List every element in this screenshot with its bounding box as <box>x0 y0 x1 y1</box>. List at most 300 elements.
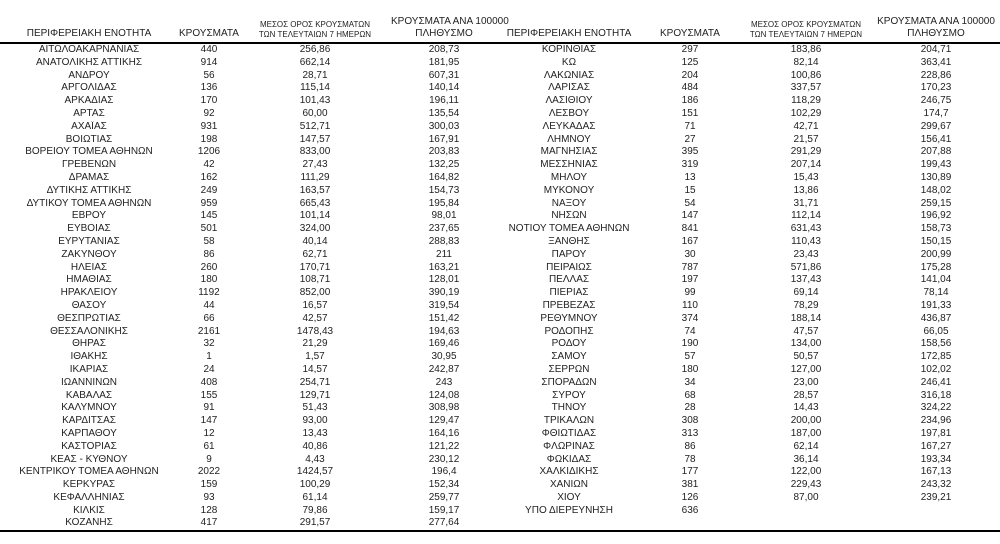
right-avg7-cell: 137,43 <box>790 274 822 286</box>
right-cases-cell: 147 <box>681 210 699 222</box>
left-avg7-cell: 129,71 <box>299 389 331 401</box>
left-region-cell: ΘΕΣΠΡΩΤΙΑΣ <box>57 312 121 324</box>
header-avg7-left-line1: ΜΕΣΟΣ ΟΡΟΣ ΚΡΟΥΣΜΑΤΩΝ <box>259 20 371 29</box>
left-cases-cell: 198 <box>200 133 218 145</box>
left-avg7-cell: 512,71 <box>299 120 331 132</box>
table-row <box>0 134 1000 147</box>
left-per100k-cell: 164,16 <box>428 427 460 439</box>
right-cases-cell: 99 <box>684 287 696 299</box>
right-per100k-cell: 200,99 <box>920 248 952 260</box>
left-per100k-cell: 128,01 <box>428 274 460 286</box>
right-avg7-cell: 207,14 <box>790 159 822 171</box>
right-per100k-cell: 156,41 <box>920 133 952 145</box>
left-per100k-cell: 288,83 <box>428 235 460 247</box>
right-avg7-cell: 42,71 <box>793 120 819 132</box>
left-avg7-cell: 13,43 <box>302 427 328 439</box>
left-region-cell: ΚΑΒΑΛΑΣ <box>65 389 113 401</box>
right-per100k-cell: 228,86 <box>920 69 952 81</box>
left-avg7-cell: 163,57 <box>299 184 331 196</box>
left-avg7-cell: 833,00 <box>299 146 331 158</box>
table-row <box>0 146 1000 159</box>
left-region-cell: ΘΕΣΣΑΛΟΝΙΚΗΣ <box>50 325 128 337</box>
header-per100k-right-line2: ΠΛΗΘΥΣΜΟ <box>907 27 965 39</box>
right-per100k-cell: 363,41 <box>920 56 952 68</box>
right-region-cell: ΜΑΓΝΗΣΙΑΣ <box>540 146 598 158</box>
left-cases-cell: 180 <box>200 274 218 286</box>
table-row <box>0 313 1000 326</box>
table-row <box>0 172 1000 185</box>
left-avg7-cell: 101,43 <box>299 95 331 107</box>
left-region-cell: ΑΡΓΟΛΙΔΑΣ <box>61 82 117 94</box>
right-region-cell: ΛΗΜΝΟΥ <box>547 133 591 145</box>
right-avg7-cell: 118,29 <box>791 95 821 107</box>
left-cases-cell: 1 <box>206 351 212 363</box>
right-region-cell <box>498 517 640 531</box>
left-per100k-cell: 124,08 <box>428 389 460 401</box>
right-cases-cell: 28 <box>684 402 696 414</box>
table-body <box>0 43 1000 531</box>
table-row <box>0 43 1000 57</box>
table-row <box>0 95 1000 108</box>
left-region-cell: ΚΕΦΑΛΛΗΝΙΑΣ <box>53 491 125 503</box>
right-avg7-cell: 571,86 <box>790 261 822 273</box>
left-avg7-cell: 79,86 <box>302 504 328 516</box>
right-avg7-cell: 15,43 <box>793 171 819 183</box>
right-avg7-cell: 122,00 <box>790 466 822 478</box>
right-cases-cell: 787 <box>681 261 699 273</box>
left-cases-cell: 86 <box>203 248 215 260</box>
table-row <box>0 198 1000 211</box>
right-avg7-cell: 134,00 <box>790 338 822 350</box>
right-avg7-cell: 112,14 <box>791 210 821 222</box>
left-cases-cell: 2022 <box>197 466 221 478</box>
table-row <box>0 82 1000 95</box>
right-cases-cell: 110 <box>682 299 698 311</box>
left-region-cell: ΕΥΡΥΤΑΝΙΑΣ <box>58 235 120 247</box>
right-avg7-cell: 100,86 <box>790 69 822 81</box>
right-cases-cell: 74 <box>684 325 696 337</box>
right-per100k-cell: 78,14 <box>923 287 949 299</box>
left-region-cell: ΚΙΛΚΙΣ <box>73 504 105 516</box>
left-region-cell: ΙΘΑΚΗΣ <box>70 351 108 363</box>
left-avg7-cell: 101,14 <box>299 210 331 222</box>
right-region-cell: ΜΗΛΟΥ <box>550 171 588 183</box>
left-per100k-cell: 211 <box>436 248 452 260</box>
right-avg7-cell <box>740 505 872 518</box>
right-region-cell: ΝΑΞΟΥ <box>551 197 587 209</box>
left-region-cell: ΙΚΑΡΙΑΣ <box>69 363 109 375</box>
right-region-cell: ΛΑΚΩΝΙΑΣ <box>543 69 595 81</box>
table-row <box>0 121 1000 134</box>
right-avg7-cell: 102,29 <box>790 107 822 119</box>
right-per100k-cell <box>872 517 1000 531</box>
header-cases-right: ΚΡΟΥΣΜΑΤΑ <box>640 16 740 43</box>
left-region-cell: ΘΗΡΑΣ <box>72 338 106 350</box>
left-avg7-cell: 93,00 <box>302 415 328 427</box>
right-per100k-cell: 246,41 <box>920 376 952 388</box>
left-region-cell: ΑΝΑΤΟΛΙΚΗΣ ΑΤΤΙΚΗΣ <box>35 56 143 68</box>
right-avg7-cell: 188,14 <box>790 312 822 324</box>
table-row <box>0 57 1000 70</box>
left-cases-cell: 128 <box>200 504 218 516</box>
left-region-cell: ΚΟΖΑΝΗΣ <box>0 517 178 531</box>
left-per100k-cell: 243 <box>435 376 453 388</box>
table-row <box>0 479 1000 492</box>
right-region-cell: ΛΕΣΒΟΥ <box>548 107 590 119</box>
left-per100k-cell: 163,21 <box>428 261 460 273</box>
right-avg7-cell: 87,00 <box>793 491 819 503</box>
right-per100k-cell: 150,15 <box>920 235 952 247</box>
table-row <box>0 454 1000 467</box>
left-avg7-cell: 111,29 <box>300 171 330 183</box>
right-per100k-cell: 204,71 <box>920 44 952 55</box>
left-cases-cell: 145 <box>200 210 218 222</box>
left-per100k-cell: 132,25 <box>428 159 460 171</box>
left-region-cell: ΑΧΑΪΑΣ <box>71 120 107 132</box>
left-region-cell: ΗΜΑΘΙΑΣ <box>66 274 112 286</box>
left-per100k-cell: 203,83 <box>428 146 460 158</box>
right-per100k-cell: 246,75 <box>920 95 952 107</box>
right-per100k-cell: 199,43 <box>920 159 952 171</box>
left-cases-cell: 249 <box>200 184 218 196</box>
left-region-cell: ΑΝΔΡΟΥ <box>68 69 110 81</box>
right-cases-cell: 197 <box>681 274 699 286</box>
left-cases-cell: 44 <box>203 299 215 311</box>
right-avg7-cell: 21,57 <box>793 133 819 145</box>
right-per100k-cell: 148,02 <box>920 184 952 196</box>
left-avg7-cell: 147,57 <box>299 133 331 145</box>
regional-cases-table <box>0 16 1000 532</box>
right-per100k-cell: 130,89 <box>920 171 952 183</box>
left-avg7-cell: 14,57 <box>302 363 328 375</box>
right-avg7-cell: 78,29 <box>793 299 819 311</box>
left-region-cell: ΚΕΑΣ - ΚΥΘΝΟΥ <box>50 453 128 465</box>
left-cases-cell: 501 <box>200 223 218 235</box>
right-cases-cell: 86 <box>684 440 696 452</box>
left-avg7-cell: 21,29 <box>302 338 328 350</box>
table-row <box>0 364 1000 377</box>
left-per100k-cell: 194,63 <box>428 325 460 337</box>
right-cases-cell: 190 <box>681 338 699 350</box>
left-region-cell: ΑΡΤΑΣ <box>73 107 105 119</box>
table-row <box>0 287 1000 300</box>
right-per100k-cell: 141,04 <box>920 274 952 286</box>
right-cases-cell: 180 <box>681 363 699 375</box>
right-region-cell: ΚΟΡΙΝΘΙΑΣ <box>541 44 597 55</box>
left-cases-cell: 440 <box>200 44 218 55</box>
left-region-cell: ΙΩΑΝΝΙΝΩΝ <box>60 376 118 388</box>
right-per100k-cell: 167,13 <box>920 466 952 478</box>
right-cases-cell: 125 <box>681 56 699 68</box>
right-region-cell: ΠΙΕΡΙΑΣ <box>549 287 589 299</box>
right-region-cell: ΚΩ <box>561 56 577 68</box>
right-region-cell: ΧΑΛΚΙΔΙΚΗΣ <box>539 466 599 478</box>
right-avg7-cell: 82,14 <box>793 56 819 68</box>
right-cases-cell: 71 <box>684 120 696 132</box>
left-avg7-cell: 1,57 <box>305 351 325 363</box>
right-cases-cell: 15 <box>684 184 696 196</box>
left-region-cell: ΖΑΚΥΝΘΟΥ <box>61 248 117 260</box>
right-avg7-cell: 183,86 <box>790 44 822 55</box>
table-row <box>0 300 1000 313</box>
right-per100k-cell: 158,56 <box>920 338 952 350</box>
left-per100k-cell: 242,87 <box>428 363 460 375</box>
table-row <box>0 428 1000 441</box>
right-avg7-cell: 291,29 <box>790 146 822 158</box>
left-cases-cell: 24 <box>203 363 215 375</box>
right-per100k-cell: 193,34 <box>920 453 952 465</box>
right-per100k-cell: 174,7 <box>923 107 949 119</box>
right-per100k-cell: 197,81 <box>920 427 952 439</box>
table-row <box>0 274 1000 287</box>
right-per100k-cell: 299,67 <box>920 120 952 132</box>
right-region-cell: ΛΕΥΚΑΔΑΣ <box>542 120 596 132</box>
table-row <box>0 441 1000 454</box>
left-per100k-cell: 319,54 <box>428 299 460 311</box>
left-avg7-cell: 324,00 <box>299 223 331 235</box>
left-per100k-cell: 607,31 <box>428 69 460 81</box>
right-cases-cell: 126 <box>681 491 699 503</box>
right-region-cell: ΧΑΝΙΩΝ <box>549 479 589 491</box>
right-cases-cell: 68 <box>684 389 696 401</box>
left-per100k-cell: 196,4 <box>431 466 457 478</box>
table-row <box>0 466 1000 479</box>
left-cases-cell: 91 <box>203 402 215 414</box>
table-row <box>0 415 1000 428</box>
left-avg7-cell: 40,86 <box>302 440 328 452</box>
table-row <box>0 390 1000 403</box>
table-row <box>0 262 1000 275</box>
left-per100k-cell: 195,84 <box>428 197 460 209</box>
left-avg7-cell: 115,14 <box>300 82 330 94</box>
right-region-cell: ΠΡΕΒΕΖΑΣ <box>542 299 596 311</box>
right-avg7-cell: 50,57 <box>793 351 819 363</box>
right-avg7-cell: 229,43 <box>790 479 822 491</box>
right-region-cell: ΣΥΡΟΥ <box>552 389 586 401</box>
left-per100k-cell: 237,65 <box>428 223 460 235</box>
right-region-cell: ΦΩΚΙΔΑΣ <box>546 453 592 465</box>
left-cases-cell: 931 <box>200 120 218 132</box>
header-per100k-left-line1: ΚΡΟΥΣΜΑΤΑ ΑΝΑ 100000 <box>391 16 509 27</box>
left-avg7-cell: 170,71 <box>299 261 331 273</box>
left-per100k-cell: 167,91 <box>428 133 460 145</box>
left-cases-cell: 1192 <box>198 287 220 299</box>
right-region-cell: ΤΗΝΟΥ <box>551 402 587 414</box>
left-avg7-cell: 27,43 <box>302 159 328 171</box>
right-cases-cell: 167 <box>681 235 699 247</box>
left-per100k-cell: 196,11 <box>429 95 459 107</box>
left-cases-cell: 2161 <box>197 325 221 337</box>
left-region-cell: ΕΥΒΟΙΑΣ <box>67 223 111 235</box>
right-avg7-cell: 47,57 <box>793 325 819 337</box>
left-per100k-cell: 164,82 <box>428 171 460 183</box>
right-per100k-cell: 207,88 <box>920 146 952 158</box>
left-avg7-cell: 4,43 <box>305 453 325 465</box>
right-region-cell: ΝΗΣΩΝ <box>551 210 587 222</box>
right-cases-cell: 186 <box>681 95 699 107</box>
left-region-cell: ΓΡΕΒΕΝΩΝ <box>61 159 117 171</box>
left-per100k-cell: 300,03 <box>428 120 460 132</box>
right-cases-cell: 395 <box>681 146 699 158</box>
left-cases-cell: 12 <box>203 427 215 439</box>
right-avg7-cell: 631,43 <box>790 223 822 235</box>
header-avg7-left <box>240 16 390 43</box>
right-region-cell: ΣΑΜΟΥ <box>551 351 587 363</box>
right-region-cell: ΥΠΟ ΔΙΕΡΕΥΝΗΣΗ <box>525 504 613 516</box>
left-region-cell: ΑΡΚΑΔΙΑΣ <box>64 95 114 107</box>
right-cases-cell: 297 <box>681 44 699 55</box>
right-per100k-cell: 66,05 <box>923 325 949 337</box>
right-region-cell: ΡΕΘΥΜΝΟΥ <box>540 312 598 324</box>
header-per100k-right <box>872 16 1000 43</box>
right-cases-cell: 78 <box>684 453 696 465</box>
left-avg7-cell: 42,57 <box>302 312 328 324</box>
table-header <box>0 16 1000 43</box>
right-avg7-cell: 337,57 <box>790 82 822 94</box>
right-per100k-cell: 234,96 <box>920 415 952 427</box>
left-region-cell: ΑΙΤΩΛΟΑΚΑΡΝΑΝΙΑΣ <box>38 44 140 55</box>
left-per100k-cell: 230,12 <box>428 453 460 465</box>
right-region-cell: ΛΑΡΙΣΑΣ <box>548 82 590 94</box>
right-cases-cell: 204 <box>681 69 699 81</box>
right-avg7-cell: 31,71 <box>793 197 819 209</box>
left-cases-cell: 155 <box>200 389 218 401</box>
header-region-left: ΠΕΡΙΦΕΡΕΙΑΚΗ ΕΝΟΤΗΤΑ <box>0 16 178 43</box>
right-per100k-cell: 196,92 <box>920 210 952 222</box>
left-per100k-cell: 208,73 <box>428 44 460 55</box>
left-cases-cell: 914 <box>200 56 218 68</box>
left-cases-cell: 93 <box>203 491 215 503</box>
right-per100k-cell: 239,21 <box>920 491 952 503</box>
right-region-cell: ΝΟΤΙΟΥ ΤΟΜΕΑ ΑΘΗΝΩΝ <box>508 223 630 235</box>
right-region-cell: ΛΑΣΙΘΙΟΥ <box>545 95 593 107</box>
right-per100k-cell: 158,73 <box>920 223 952 235</box>
right-per100k-cell: 172,85 <box>920 351 952 363</box>
right-region-cell: ΤΡΙΚΑΛΩΝ <box>543 415 595 427</box>
left-cases-cell: 417 <box>178 517 240 531</box>
header-region-right: ΠΕΡΙΦΕΡΕΙΑΚΗ ΕΝΟΤΗΤΑ <box>498 16 640 43</box>
left-per100k-cell: 154,73 <box>428 184 460 196</box>
left-avg7-cell: 62,71 <box>302 248 328 260</box>
left-region-cell: ΔΡΑΜΑΣ <box>68 171 110 183</box>
table-row <box>0 223 1000 236</box>
left-cases-cell: 408 <box>200 376 218 388</box>
left-per100k-cell: 121,22 <box>428 440 460 452</box>
header-avg7-left-line2: ΤΩΝ ΤΕΛΕΥΤΑΙΩΝ 7 ΗΜΕΡΩΝ <box>258 29 372 39</box>
left-per100k-cell: 277,64 <box>390 517 498 531</box>
right-region-cell: ΞΑΝΘΗΣ <box>548 235 590 247</box>
right-region-cell: ΦΘΙΩΤΙΔΑΣ <box>541 427 597 439</box>
right-cases-cell: 381 <box>681 479 699 491</box>
left-per100k-cell: 129,47 <box>428 415 460 427</box>
table-row <box>0 338 1000 351</box>
left-cases-cell: 162 <box>200 171 218 183</box>
header-per100k-left <box>390 16 509 43</box>
table-row <box>0 326 1000 339</box>
left-cases-cell: 58 <box>203 235 215 247</box>
right-region-cell: ΧΙΟΥ <box>557 491 581 503</box>
right-region-cell: ΡΟΔΟΥ <box>551 338 587 350</box>
left-region-cell: ΔΥΤΙΚΗΣ ΑΤΤΙΚΗΣ <box>46 184 132 196</box>
left-avg7-cell: 1424,57 <box>296 466 334 478</box>
right-avg7-cell: 110,43 <box>791 235 821 247</box>
left-per100k-cell: 259,77 <box>428 491 460 503</box>
left-per100k-cell: 181,95 <box>428 56 460 68</box>
left-per100k-cell: 390,19 <box>428 287 460 299</box>
right-avg7-cell: 62,14 <box>793 440 819 452</box>
right-region-cell: ΡΟΔΟΠΗΣ <box>544 325 594 337</box>
left-avg7-cell: 256,86 <box>299 44 331 55</box>
left-region-cell: ΔΥΤΙΚΟΥ ΤΟΜΕΑ ΑΘΗΝΩΝ <box>26 197 152 209</box>
left-per100k-cell: 169,46 <box>428 338 460 350</box>
right-per100k-cell: 243,32 <box>920 479 952 491</box>
left-cases-cell: 1206 <box>197 146 221 158</box>
left-region-cell: ΚΕΝΤΡΙΚΟΥ ΤΟΜΕΑ ΑΘΗΝΩΝ <box>19 466 159 478</box>
right-region-cell: ΣΕΡΡΩΝ <box>548 363 590 375</box>
left-avg7-cell: 665,43 <box>299 197 331 209</box>
right-region-cell: ΣΠΟΡΑΔΩΝ <box>541 376 597 388</box>
right-cases-cell: 319 <box>681 159 699 171</box>
table-row <box>0 108 1000 121</box>
right-per100k-cell: 102,02 <box>920 363 952 375</box>
right-cases-cell: 484 <box>681 82 699 94</box>
right-cases-cell: 34 <box>684 376 696 388</box>
left-avg7-cell: 1478,43 <box>296 325 334 337</box>
left-avg7-cell: 100,29 <box>299 479 331 491</box>
table-row <box>0 517 1000 531</box>
right-per100k-cell: 324,22 <box>920 402 952 414</box>
right-per100k-cell: 259,15 <box>920 197 952 209</box>
table-row <box>0 492 1000 505</box>
right-region-cell: ΜΥΚΟΝΟΥ <box>543 184 595 196</box>
right-cases-cell: 308 <box>681 415 699 427</box>
left-cases-cell: 260 <box>200 261 218 273</box>
right-per100k-cell: 170,23 <box>920 82 952 94</box>
header-per100k-right-line1: ΚΡΟΥΣΜΑΤΑ ΑΝΑ 100000 <box>877 16 995 27</box>
table-row <box>0 185 1000 198</box>
left-avg7-cell: 852,00 <box>299 287 331 299</box>
right-cases-cell: 30 <box>684 248 696 260</box>
left-region-cell: ΒΟΙΩΤΙΑΣ <box>65 133 113 145</box>
left-cases-cell: 959 <box>200 197 218 209</box>
table-row <box>0 402 1000 415</box>
right-per100k-cell: 175,28 <box>920 261 952 273</box>
right-cases-cell: 151 <box>681 107 699 119</box>
right-per100k-cell: 316,18 <box>920 389 952 401</box>
right-cases-cell: 313 <box>681 427 699 439</box>
left-cases-cell: 147 <box>200 415 218 427</box>
right-cases-cell: 841 <box>681 223 699 235</box>
table-row <box>0 70 1000 83</box>
left-avg7-cell: 108,71 <box>299 274 331 286</box>
left-avg7-cell: 291,57 <box>240 517 390 531</box>
left-avg7-cell: 254,71 <box>299 376 331 388</box>
left-region-cell: ΗΡΑΚΛΕΙΟΥ <box>60 287 118 299</box>
table-row <box>0 351 1000 364</box>
left-region-cell: ΕΒΡΟΥ <box>71 210 107 222</box>
left-region-cell: ΒΟΡΕΙΟΥ ΤΟΜΕΑ ΑΘΗΝΩΝ <box>25 146 153 158</box>
table-row <box>0 236 1000 249</box>
left-avg7-cell: 61,14 <box>302 491 328 503</box>
left-avg7-cell: 60,00 <box>302 107 328 119</box>
right-per100k-cell: 191,33 <box>920 299 952 311</box>
right-per100k-cell <box>872 505 1000 518</box>
right-cases-cell: 177 <box>681 466 699 478</box>
left-cases-cell: 170 <box>200 95 218 107</box>
left-region-cell: ΘΑΣΟΥ <box>71 299 107 311</box>
left-per100k-cell: 152,34 <box>428 479 460 491</box>
right-avg7-cell: 69,14 <box>793 287 819 299</box>
